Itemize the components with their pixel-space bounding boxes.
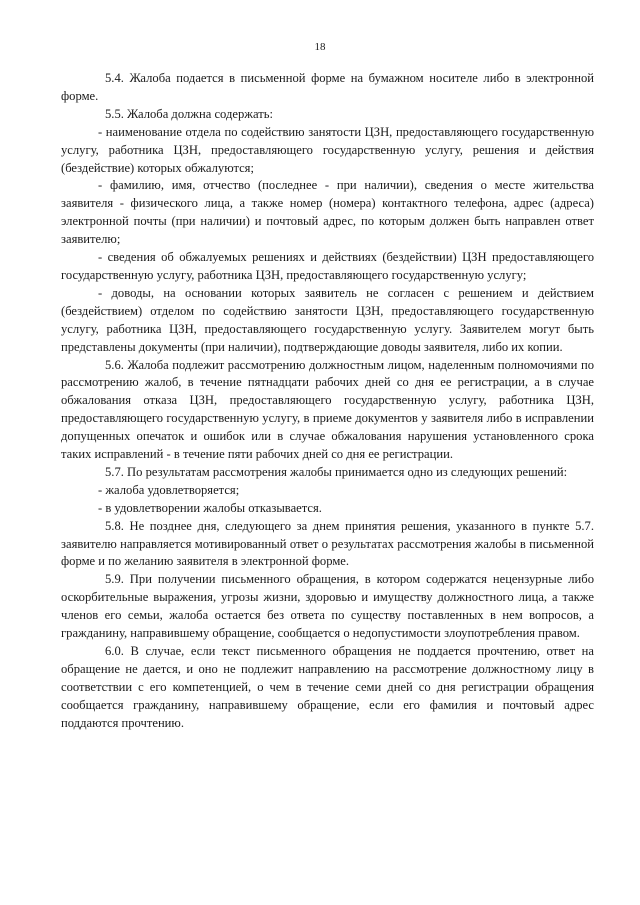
page-number: 18 [314,41,326,53]
paragraph-6-0: 6.0. В случае, если текст письменного обращения не поддается прочтению, ответ на обращение не дается, и оно не подлежит направлению на рассмотрение должностному лицу в соответствии с его компетенцией, о чем в течение семи дней со дня регистрации обращения сообщается гражданину, направившему обращение, если его фамилия и почтовый адрес поддаются прочтению. [61,644,594,730]
paragraph-5-4: 5.4. Жалоба подается в письменной форме на бумажном носителе либо в электронной форме. [61,71,594,103]
list-item-complaint-rejected: - в удовлетворении жалобы отказывается. [98,500,322,515]
paragraph-5-7: 5.7. По результатам рассмотрения жалобы принимается одно из следующих решений: [105,464,568,479]
paragraph-5-8: 5.8. Не позднее дня, следующего за днем принятия решения, указанного в пункте 5.7. заявителю направляется мотивированный ответ о результатах рассмотрения жалобы в письменной форме и по желанию заявителя в электронной форме. [61,518,594,569]
list-item-appealed-decisions: - сведения об обжалуемых решениях и действиях (бездействии) ЦЗН предоставляющего государственную услугу, работника ЦЗН, предоставляющего государственную услугу; [61,250,594,282]
list-item-applicant-details: - фамилию, имя, отчество (последнее - при наличии), сведения о месте жительства заявителя - физического лица, а также номер (номера) контактного телефона, адрес (адреса) электронной почты (при наличии) и почтовый адрес, по которым должен быть направлен ответ заявителю; [61,178,594,247]
list-item-arguments: - доводы, на основании которых заявитель не согласен с решением и действием (бездействием) отделом по содействию занятости ЦЗН, предоставляющего государственную услугу, работника ЦЗН, предоставляющего государственную услугу. Заявителем могут быть представлены документы (при наличии), подтверждающие доводы заявителя, либо их копии. [61,285,594,354]
list-item-department-name: - наименование отдела по содействию занятости ЦЗН, предоставляющего государственную услугу, работника ЦЗН, предоставляющего государственную услугу, решения и действия (бездействие) которых обжалуются; [61,124,594,175]
paragraph-5-9: 5.9. При получении письменного обращения, в котором содержатся нецензурные либо оскорбительные выражения, угрозы жизни, здоровью и имуществу должностного лица, а также членов его семьи, жалоба остается без ответа по существу поставленных в нем вопросов, а гражданину, направившему обращение, сообщается о недопустимости злоупотребления правом. [61,572,594,641]
paragraph-5-6: 5.6. Жалоба подлежит рассмотрению должностным лицом, наделенным полномочиями по рассмотрению жалоб, в течение пятнадцати рабочих дней со дня ее регистрации, а в случае обжалования отказа ЦЗН, предоставляющего государственную услугу, работника ЦЗН, предоставляющего государственную услугу, в приеме документов у заявителя либо в исправлении допущенных опечаток и ошибок или в случае обжалования нарушения установленного срока таких исправлений - в течение пяти рабочих дней со дня ее регистрации. [61,357,594,462]
document-body [61,70,594,733]
paragraph-5-5: 5.5. Жалоба должна содержать: [105,106,273,121]
list-item-complaint-satisfied: - жалоба удовлетворяется; [98,482,240,497]
